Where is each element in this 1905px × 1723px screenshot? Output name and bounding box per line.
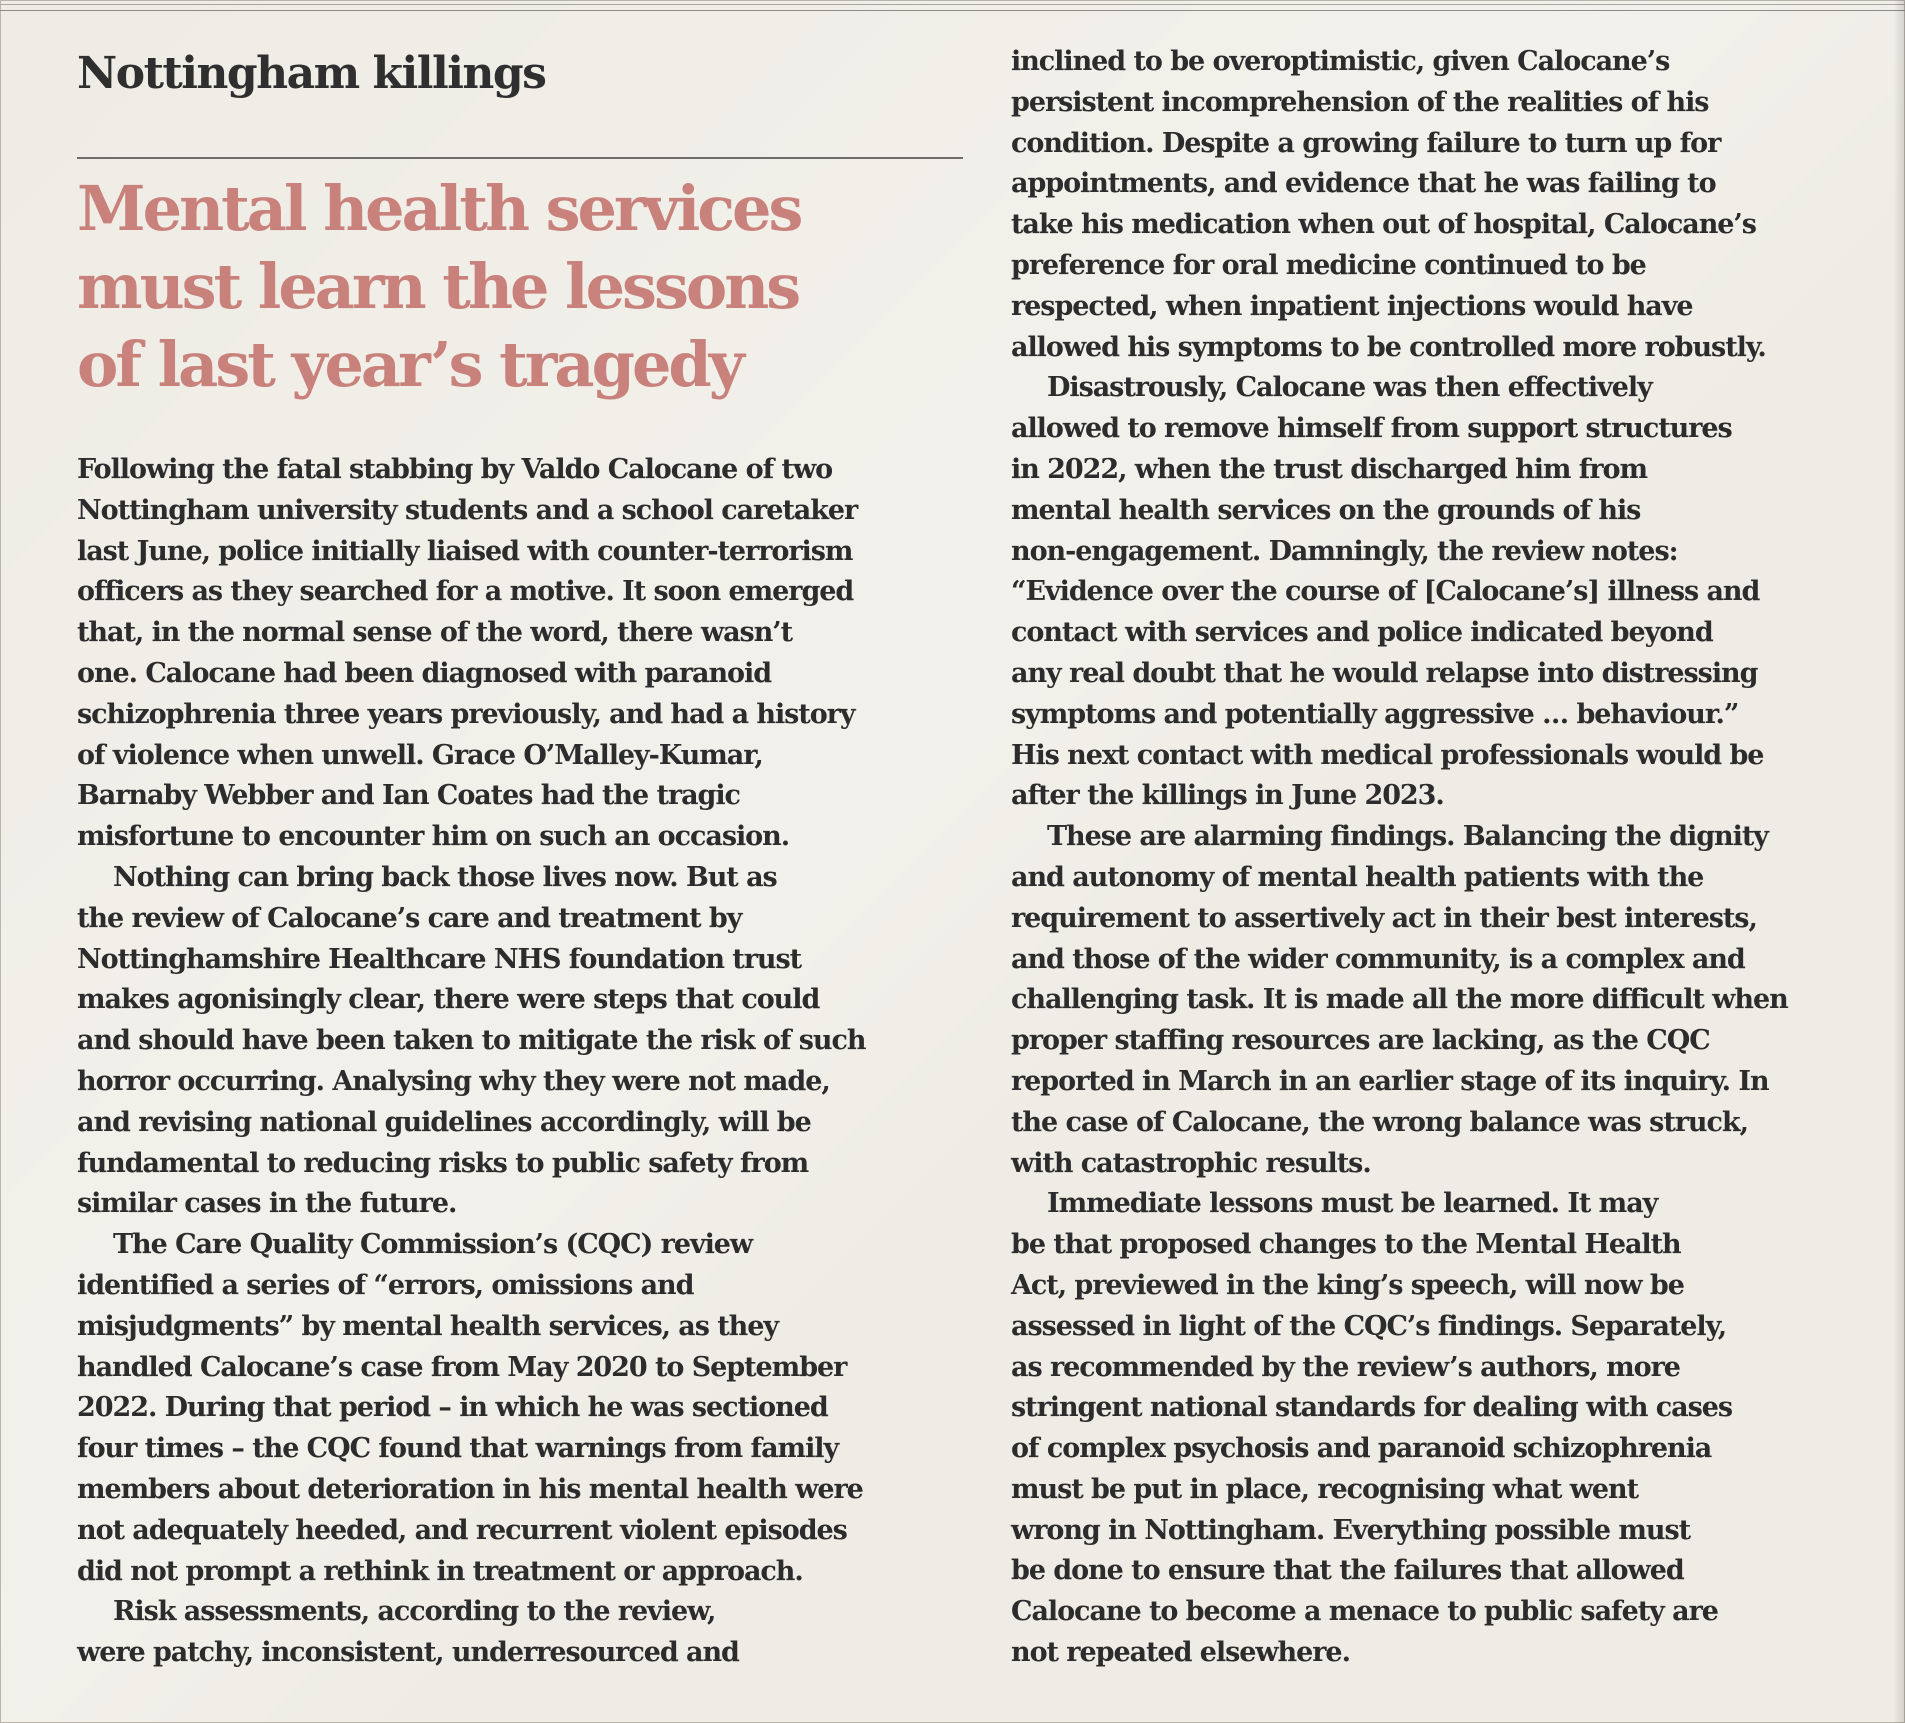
body-line: must be put in place, recognising what went — [1011, 1473, 1639, 1505]
headline-line: Mental health services — [77, 172, 801, 245]
body-line: of violence when unwell. Grace O’Malley-Kumar, — [77, 739, 763, 771]
body-line: in 2022, when the trust discharged him from — [1011, 453, 1647, 485]
body-line: symptoms and potentially aggressive … behaviour.” — [1011, 698, 1739, 730]
body-column-right — [1011, 42, 1861, 1674]
body-line: and revising national guidelines accordingly, will be — [77, 1106, 811, 1138]
body-line: allowed to remove himself from support structures — [1011, 413, 1732, 445]
body-line: The Care Quality Commission’s (CQC) review — [113, 1229, 753, 1261]
body-line: challenging task. It is made all the more difficult when — [1011, 984, 1788, 1016]
body-line: proper staffing resources are lacking, as the CQC — [1011, 1025, 1710, 1057]
body-line: Immediate lessons must be learned. It may — [1047, 1188, 1658, 1220]
body-line: and autonomy of mental health patients with the — [1011, 861, 1704, 893]
body-line: and those of the wider community, is a complex and — [1011, 943, 1745, 975]
body-line: Barnaby Webber and Ian Coates had the tragic — [77, 780, 740, 812]
body-line: misfortune to encounter him on such an occasion. — [77, 821, 790, 853]
body-line: with catastrophic results. — [1011, 1147, 1371, 1179]
body-line: not adequately heeded, and recurrent violent episodes — [77, 1514, 847, 1546]
body-line: Calocane to become a menace to public safety are — [1011, 1596, 1718, 1628]
body-line: contact with services and police indicated beyond — [1011, 617, 1713, 649]
body-line: non-engagement. Damningly, the review notes: — [1011, 535, 1678, 567]
top-rules — [0, 0, 1905, 11]
body-line: horror occurring. Analysing why they were not made, — [77, 1065, 830, 1097]
body-line: stringent national standards for dealing with cases — [1011, 1392, 1733, 1424]
body-line: His next contact with medical professionals would be — [1011, 739, 1764, 771]
body-line: members about deterioration in his mental health were — [77, 1473, 863, 1505]
body-line: “Evidence over the course of [Calocane’s] illness and — [1011, 576, 1760, 608]
body-line: schizophrenia three years previously, and had a history — [77, 698, 855, 730]
body-line: officers as they searched for a motive. It soon emerged — [77, 576, 854, 608]
body-line: misjudgments” by mental health services, as they — [77, 1310, 779, 1342]
body-line: assessed in light of the CQC’s findings. Separately, — [1011, 1310, 1727, 1342]
body-line: mental health services on the grounds of his — [1011, 494, 1641, 526]
body-column-left — [77, 450, 967, 1674]
body-line: 2022. During that period – in which he was sectioned — [77, 1392, 828, 1424]
body-line: reported in March in an earlier stage of its inquiry. In — [1011, 1065, 1769, 1097]
body-line: be that proposed changes to the Mental Health — [1011, 1229, 1681, 1261]
body-line: Nottinghamshire Healthcare NHS foundation trust — [77, 943, 802, 975]
body-line: Act, previewed in the king’s speech, will now be — [1011, 1269, 1684, 1301]
body-line: the review of Calocane’s care and treatment by — [77, 902, 742, 934]
body-line: respected, when inpatient injections would have — [1011, 290, 1693, 322]
headline — [77, 170, 963, 404]
body-line: handled Calocane’s case from May 2020 to September — [77, 1351, 847, 1383]
body-line: These are alarming findings. Balancing the dignity — [1047, 821, 1768, 853]
body-line: allowed his symptoms to be controlled more robustly. — [1011, 331, 1766, 363]
body-line: did not prompt a rethink in treatment or approach. — [77, 1555, 803, 1587]
body-line: were patchy, inconsistent, underresourced and — [77, 1637, 739, 1669]
body-line: take his medication when out of hospital, Calocane’s — [1011, 209, 1756, 241]
body-line: inclined to be overoptimistic, given Calocane’s — [1011, 46, 1670, 77]
body-line: of complex psychosis and paranoid schizophrenia — [1011, 1433, 1712, 1465]
body-line: that, in the normal sense of the word, there wasn’t — [77, 617, 793, 649]
body-line: appointments, and evidence that he was failing to — [1011, 168, 1716, 200]
body-line: four times – the CQC found that warnings from family — [77, 1433, 839, 1465]
body-line: Nottingham university students and a school caretaker — [77, 494, 858, 526]
page-edge-shadow — [1893, 0, 1905, 1723]
body-line: preference for oral medicine continued to be — [1011, 249, 1646, 281]
kicker-rule — [77, 157, 963, 159]
section-kicker: Nottingham killings — [77, 48, 546, 99]
body-line: any real doubt that he would relapse into distressing — [1011, 657, 1758, 689]
body-line: Following the fatal stabbing by Valdo Calocane of two — [77, 454, 833, 485]
body-line: and should have been taken to mitigate the risk of such — [77, 1025, 866, 1057]
body-line: after the killings in June 2023. — [1011, 780, 1444, 812]
body-line: Risk assessments, according to the review, — [113, 1596, 716, 1628]
body-line: Disastrously, Calocane was then effectively — [1047, 372, 1652, 404]
body-line: similar cases in the future. — [77, 1188, 457, 1220]
body-line: condition. Despite a growing failure to turn up for — [1011, 127, 1721, 159]
body-line: as recommended by the review’s authors, more — [1011, 1351, 1680, 1383]
body-line: Nothing can bring back those lives now. But as — [113, 861, 777, 893]
body-line: one. Calocane had been diagnosed with paranoid — [77, 657, 772, 689]
body-line: wrong in Nottingham. Everything possible must — [1011, 1514, 1691, 1546]
headline-line: must learn the lessons — [77, 250, 799, 323]
body-line: be done to ensure that the failures that allowed — [1011, 1555, 1684, 1587]
body-line: not repeated elsewhere. — [1011, 1637, 1350, 1669]
headline-line: of last year’s tragedy — [77, 328, 742, 401]
body-line: persistent incomprehension of the realities of his — [1011, 86, 1709, 118]
body-line: requirement to assertively act in their best interests, — [1011, 902, 1757, 934]
body-line: last June, police initially liaised with counter-terrorism — [77, 535, 853, 567]
body-line: fundamental to reducing risks to public safety from — [77, 1147, 809, 1179]
body-line: identified a series of “errors, omissions and — [77, 1269, 694, 1301]
body-line: the case of Calocane, the wrong balance was struck, — [1011, 1106, 1748, 1138]
body-line: makes agonisingly clear, there were steps that could — [77, 984, 820, 1016]
